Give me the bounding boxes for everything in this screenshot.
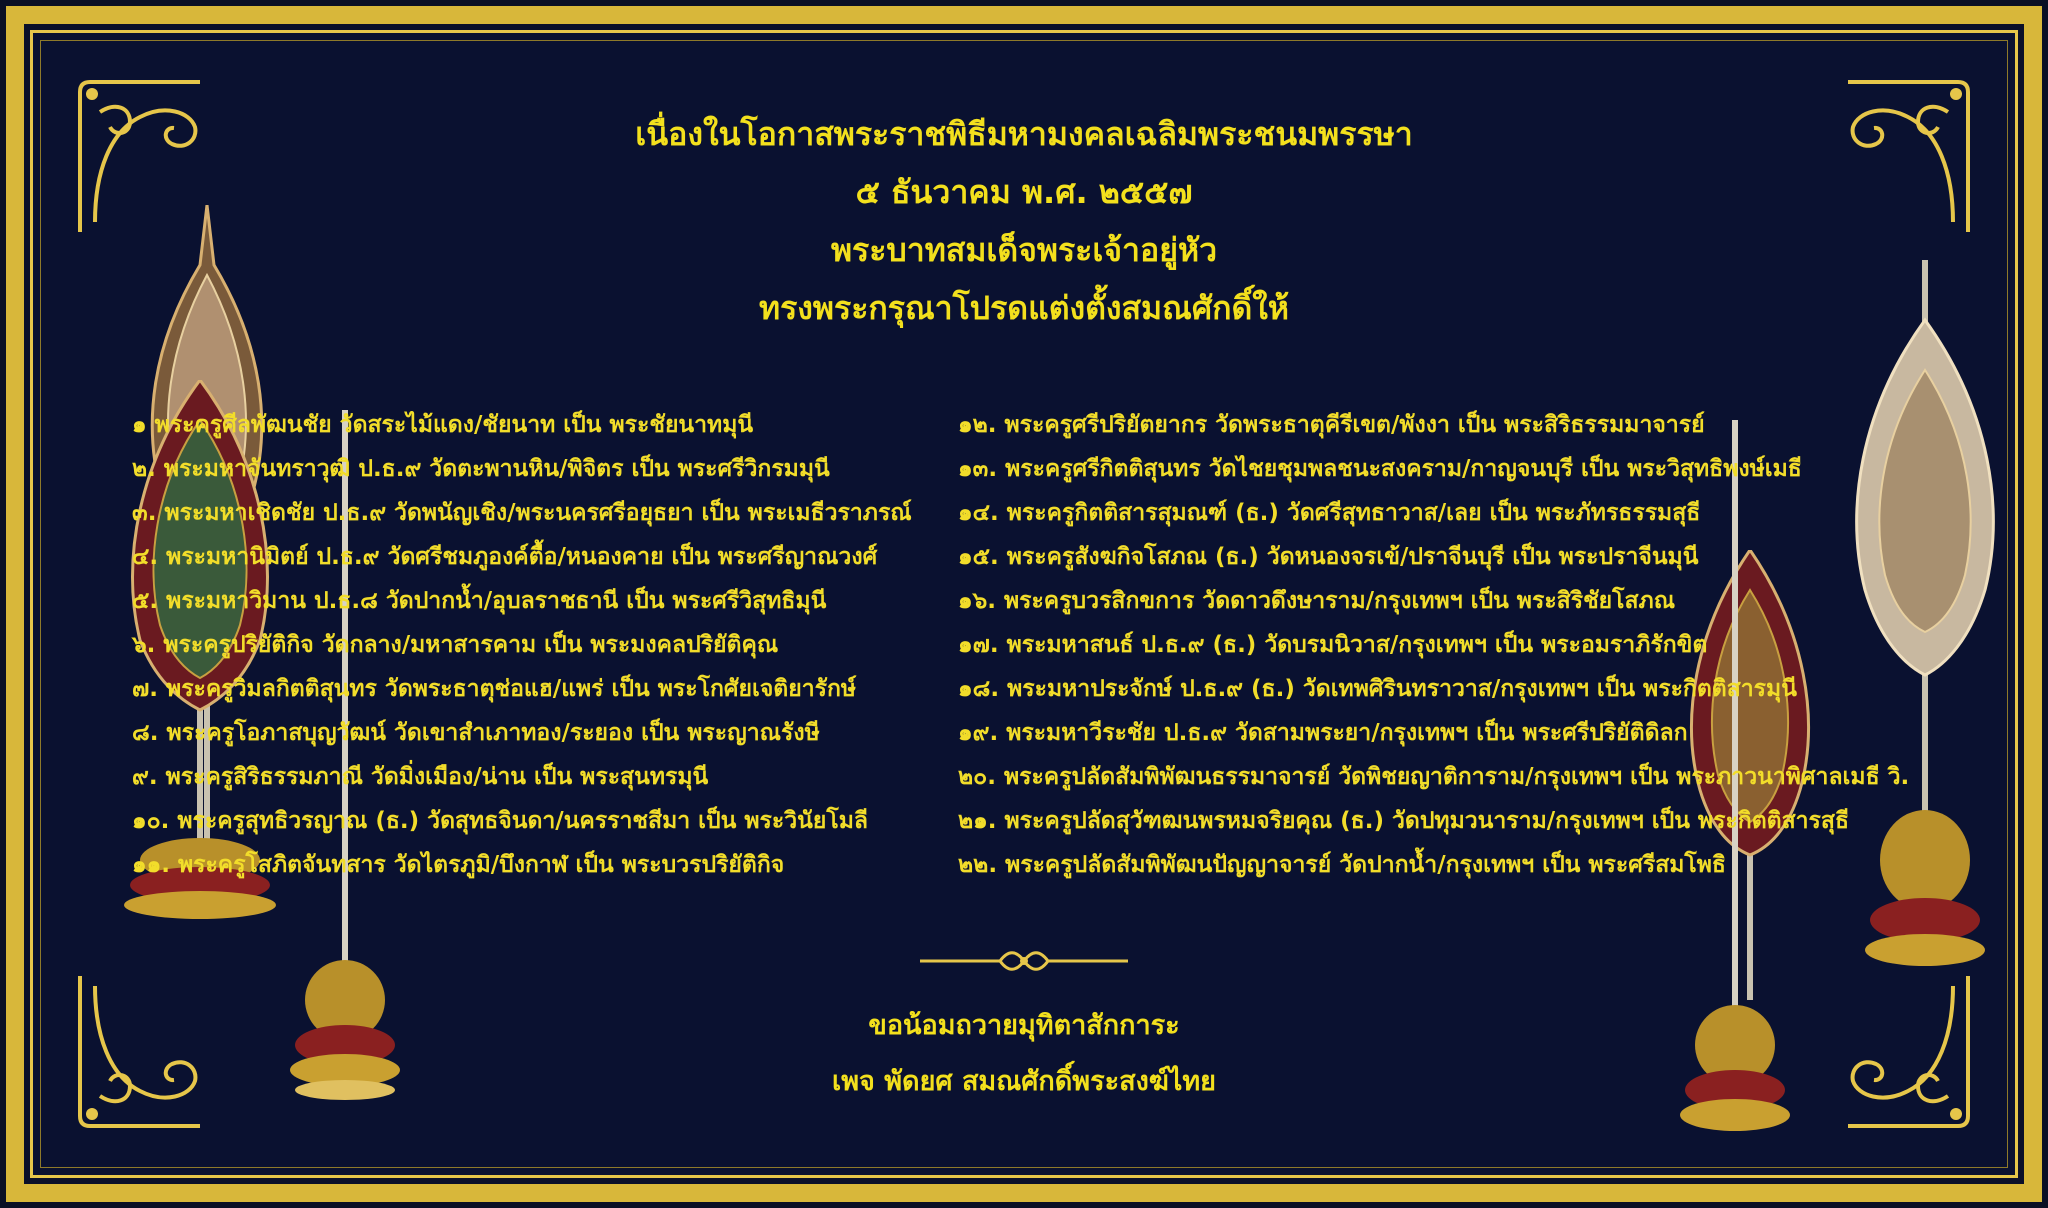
ornamental-divider bbox=[920, 948, 1128, 974]
list-item: ๑๔. พระครูกิตติสารสุมณฑ์ (ธ.) วัดศรีสุทธาวาส/เลย เป็น พระภัทรธรรมสุธี bbox=[958, 500, 1701, 526]
list-item: ๑๘. พระมหาประจักษ์ ป.ธ.๙ (ธ.) วัดเทพศิรินทราวาส/กรุงเทพฯ เป็น พระกิตติสารมุนี bbox=[958, 676, 1797, 702]
list-item: ๒. พระมหาจันทราวุฒิ ป.ธ.๙ วัดตะพานหิน/พิจิตร เป็น พระศรีวิกรมมุนี bbox=[132, 456, 830, 482]
list-item: ๑๖. พระครูบวรสิกขการ วัดดาวดึงษาราม/กรุงเทพฯ เป็น พระสิริชัยโสภณ bbox=[958, 588, 1676, 614]
list-item: ๑๗. พระมหาสนธ์ ป.ธ.๙ (ธ.) วัดบรมนิวาส/กรุงเทพฯ เป็น พระอมราภิรักขิต bbox=[958, 632, 1708, 658]
header-line-appointment: ทรงพระกรุณาโปรดแต่งตั้งสมณศักดิ์ให้ bbox=[759, 289, 1289, 327]
list-item: ๑๒. พระครูศรีปริยัตยากร วัดพระธาตุคีรีเขต/พังงา เป็น พระสิริธรรมมาจารย์ bbox=[958, 412, 1705, 438]
list-item: ๙. พระครูสิริธรรมภาณี วัดมิ่งเมือง/น่าน เป็น พระสุนทรมุนี bbox=[132, 764, 709, 790]
list-item: ๒๒. พระครูปลัดสัมพิพัฒนปัญญาจารย์ วัดปากน้ำ/กรุงเทพฯ เป็น พระศรีสมโพธิ bbox=[958, 852, 1726, 878]
list-item: ๑๐. พระครูสุทธิวรญาณ (ธ.) วัดสุทธจินดา/นครราชสีมา เป็น พระวินัยโมลี bbox=[132, 808, 868, 834]
footer-line-dedication: ขอน้อมถวายมุทิตาสักการะ bbox=[868, 1010, 1180, 1041]
list-item: ๑๓. พระครูศรีกิตติสุนทร วัดไชยชุมพลชนะสงคราม/กาญจนบุรี เป็น พระวิสุทธิพงษ์เมธี bbox=[958, 456, 1802, 482]
dedication-footer bbox=[0, 998, 2048, 1110]
list-item: ๗. พระครูวิมลกิตติสุนทร วัดพระธาตุช่อแฮ/แพร่ เป็น พระโกศัยเจติยารักษ์ bbox=[132, 676, 857, 702]
header-line-date: ๕ ธันวาคม พ.ศ. ๒๕๕๗ bbox=[855, 173, 1193, 211]
list-item: ๒๐. พระครูปลัดสัมพิพัฒนธรรมาจารย์ วัดพิชยญาติการาม/กรุงเทพฯ เป็น พระภาวนาพิศาลเมธี วิ. bbox=[958, 764, 1910, 790]
header-line-king: พระบาทสมเด็จพระเจ้าอยู่หัว bbox=[830, 231, 1218, 269]
list-item: ๑๙. พระมหาวีระชัย ป.ธ.๙ วัดสามพระยา/กรุงเทพฯ เป็น พระศรีปริยัติดิลก bbox=[958, 720, 1688, 746]
list-item: ๖. พระครูปริยัติกิจ วัดกลาง/มหาสารคาม เป็น พระมงคลปริยัติคุณ bbox=[132, 632, 779, 658]
list-item: ๔. พระมหานิมิตย์ ป.ธ.๙ วัดศรีชมภูองค์ตื้อ/หนองคาย เป็น พระศรีญาณวงศ์ bbox=[132, 544, 878, 570]
appointment-list-right bbox=[958, 403, 1909, 887]
footer-line-page-name: เพจ พัดยศ สมณศักดิ์พระสงฆ์ไทย bbox=[832, 1066, 1216, 1097]
list-item: ๒๑. พระครูปลัดสุวัฑฒนพรหมจริยคุณ (ธ.) วัดปทุมวนาราม/กรุงเทพฯ เป็น พระกิตติสารสุธี bbox=[958, 808, 1849, 834]
announcement-header bbox=[0, 105, 2048, 337]
appointment-list-left bbox=[132, 403, 912, 887]
list-item: ๘. พระครูโอภาสบุญวัฒน์ วัดเขาสำเภาทอง/ระยอง เป็น พระญาณรังษี bbox=[132, 720, 820, 746]
list-item: ๓. พระมหาเชิดชัย ป.ธ.๙ วัดพนัญเชิง/พระนครศรีอยุธยา เป็น พระเมธีวราภรณ์ bbox=[132, 500, 912, 526]
list-item: ๑๑. พระครูโสภิตจันทสาร วัดไตรภูมิ/บึงกาฬ เป็น พระบวรปริยัติกิจ bbox=[132, 852, 785, 878]
list-item: ๑ พระครูศีลพัฒนชัย วัดสระไม้แดง/ชัยนาท เป็น พระชัยนาทมุนี bbox=[132, 412, 754, 438]
header-line-occasion: เนื่องในโอกาสพระราชพิธีมหามงคลเฉลิมพระชนมพรรษา bbox=[635, 115, 1413, 153]
list-item: ๕. พระมหาวิมาน ป.ธ.๘ วัดปากน้ำ/อุบลราชธานี เป็น พระศรีวิสุทธิมุนี bbox=[132, 588, 827, 614]
list-item: ๑๕. พระครูสังฆกิจโสภณ (ธ.) วัดหนองจรเข้/ปราจีนบุรี เป็น พระปราจีนมุนี bbox=[958, 544, 1699, 570]
